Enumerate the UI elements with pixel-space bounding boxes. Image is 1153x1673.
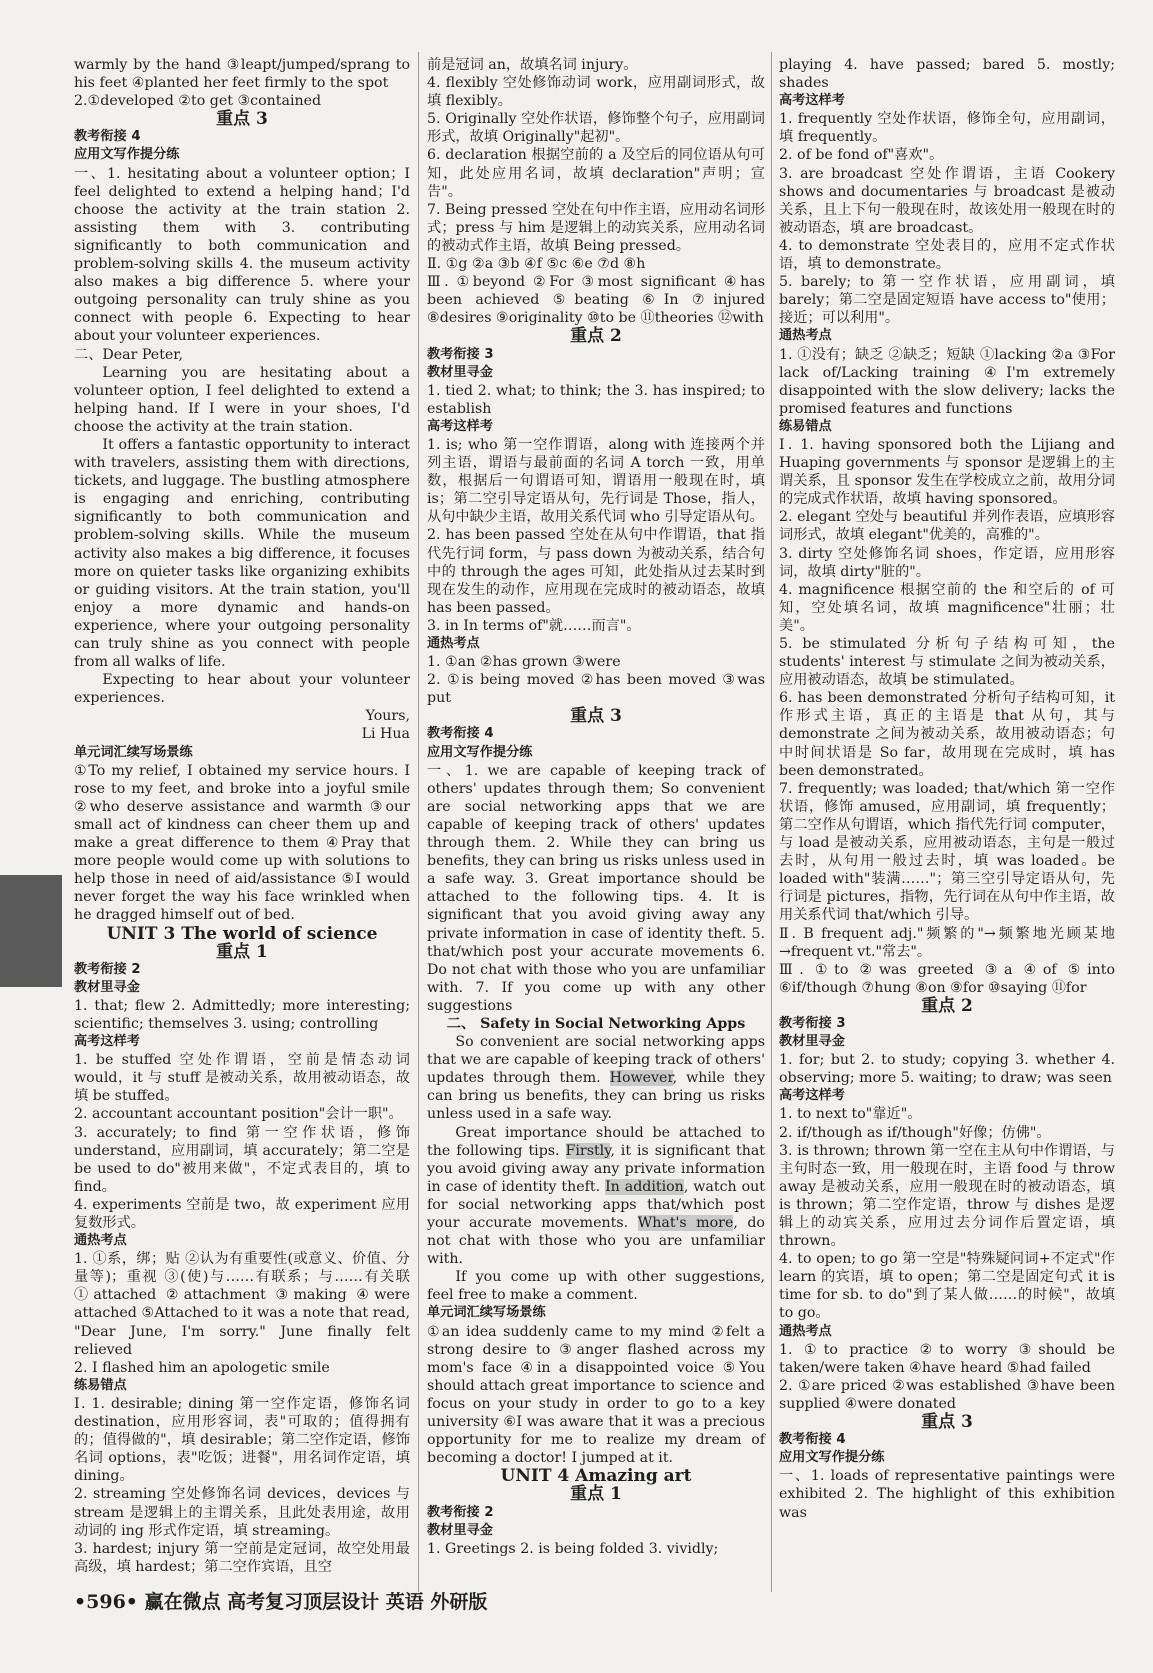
paragraph: 二、Dear Peter, [74,346,184,363]
paragraph: 高考这样考 [427,418,493,434]
paragraph: 2. elegant 空处与 beautiful 并列作表语，应填形容词形式，故填 elegant"优美的，高雅的"。 [779,509,1115,544]
paragraph: 1. ①没有；缺乏 ②缺乏；短缺 ①lacking ②a ③For lack of/Lacking training ④I'm extremely disappointed with the slow delivery; lacks the promised features and functions [779,346,1115,417]
paragraph: 应用文写作提分练 [427,744,533,760]
paragraph: 教材里寻金 [427,364,493,380]
paragraph: 高考这样考 [779,93,845,109]
paragraph: playing 4. have passed; bared 5. mostly; shades [779,57,1115,92]
paragraph: ①To my relief, I obtained my service hours. I rose to my feet, and broke into a joyful smile ②who deserve assistance and warmth ③our small act of kindness can cheer them up and make a great difference to them ④Pray that more people would come up with solutions to help those in need of aid/assistance ⑤I would never forget the way his face wrinkled when he dragged himself out of bed. [74,762,410,924]
paragraph: 2. I flashed him an apologetic smile [74,1359,330,1376]
paragraph: 2. accountant accountant position"会计一职"。 [74,1106,403,1123]
paragraph: Li Hua [361,726,410,743]
paragraph: 重点 3 [570,706,622,727]
paragraph: 二、 Safety in Social Networking Apps [446,1015,746,1032]
paragraph: 重点 2 [921,995,973,1016]
paragraph: 4. flexibly 空处修饰动词 work，应用副词形式，故填 flexibly。 [427,75,765,110]
paragraph: 2. streaming 空处修饰名词 devices，devices 与 stream 是逻辑上的主谓关系，且此处表用途，故用动词的 ing 形式作定语，填 streaming。 [74,1486,410,1539]
paragraph: 通热考点 [779,1323,832,1339]
paragraph: 3. accurately; to find 第一空作状语，修饰 understand，应用副词，填 accurately；第二空是 be used to do"被用来做"，不定式表目的，填 to find。 [74,1124,410,1195]
paragraph: 重点 3 [921,1412,973,1433]
paragraph: 5. be stimulated 分析句子结构可知，the students' interest 与 stimulate 之间为被动关系，应用被动语态，故填 be stimulated。 [779,636,1115,689]
paragraph: 练易错点 [779,418,832,434]
paragraph: 重点 3 [216,109,268,130]
column-divider-left [418,52,419,1592]
paragraph: 3. is thrown; thrown 第一空在主从句中作谓语，与主句时态一致，用一般现在时，主语 food 与 throw away 是被动关系，应用一般现在时的被动语态，填 is thrown；第二空作定语，throw 与 dishes 是逻辑上的动宾关系，应用过去分词作后置定语，填 thrown。 [779,1142,1115,1250]
paragraph: 1. is; who 第一空作谓语，along with 连接两个并列主语，谓语与最前面的名词 A torch 一致，用单数，根据后一句谓语可知，谓语用一般现在时，填 is；第二空引导定语从句，先行词是 Those，指人，从句中缺少主语，故用关系代词 who 引导定语从句。 [427,436,765,526]
paragraph: Ⅰ. 1. having sponsored both the Lijiang and Huaping governments 与 sponsor 是逻辑上的主谓关系，且 sponsor 发生在学校成立之前，故用分词的完成式作状语，故填 having sponsored。 [779,436,1115,508]
paragraph: It offers a fantastic opportunity to interact with travelers, assisting them with directions, tickets, and luggage. The bustling atmosphere is engaging and enriching, contributing significantly to both communication and problem-solving skills. While the museum activity also makes a big difference, it focuses more on quieter tasks like organizing exhibits or guiding visitors. At the train station, you'll enjoy a more dynamic and hands-on experience, where your outgoing personality can truly shine as you connect with people from all walks of life. [74,436,410,671]
paragraph: Ⅲ. ①to ②was greeted ③a ④of ⑤into ⑥if/though ⑦hung ⑧on ⑨for ⑩saying ⑪for [779,961,1115,996]
paragraph: 单元词汇续写场景练 [74,744,193,760]
paragraph: 1. tied 2. what; to think; the 3. has inspired; to establish [427,382,765,417]
paragraph: 教考衔接 2 [74,961,141,977]
paragraph: 3. in In terms of"就……而言"。 [427,617,641,634]
paragraph: 1. for; but 2. to study; copying 3. whether 4. observing; more 5. waiting; to draw; was seen [779,1052,1115,1087]
paragraph: 高考这样考 [74,1034,140,1050]
paragraph: 3. hardest; injury 第一空前是定冠词，故空处用最高级，填 hardest；第二空作宾语，且空 [74,1540,410,1575]
paragraph: 一、1. we are capable of keeping track of others' updates through them; So convenient are social networking apps that we are capable of keeping track of others' updates through them. 2. While they can bring us benefits, they can bring us risks unless used in a safe way. 3. Great importance should be attached to the following tips. 4. It is significant that you avoid giving away any private information in case of identity theft. 5. that/which post your accurate movements 6. Do not chat with those who you are unfamiliar with. 7. If you come up with any other suggestions [427,762,765,1014]
paragraph: 一、1. hesitating about a volunteer option；I feel delighted to extend a helping hand；I'd choose the activity at the train station 2. assisting them with 3. contributing significantly to both communication and problem-solving skills 4. the museum activity also makes a big difference 5. where your outgoing personality can truly shine as you connect with people 6. Expecting to hear about your volunteer experiences. [74,165,410,345]
paragraph: 4. to demonstrate 空处表目的，应用不定式作状语，填 to demonstrate。 [779,237,1115,273]
page-edge-tab [0,875,62,987]
paragraph: 7. frequently; was loaded; that/which 第一空作状语，修饰 amused，应用副词，填 frequently；第二空作从句谓语，which 指代先行词 computer，与 load 是被动关系，应用被动语态，主句是一般过去时，从句用一般过去时，填 was loaded。be loaded with"装满……"；第三空引导定语从句，先行词是 pictures，指物，先行词在从句中作主语，故用关系代词 that/which 引导。 [779,780,1115,924]
paragraph: 教考衔接 3 [427,346,494,362]
paragraph: 6. has been demonstrated 分析句子结构可知，it 作形式主语，真正的主语是 that 从句，其与 demonstrate 之间为被动关系，故用被动语态；句中时间状语是 So far，故用现在完成时，填 has been demonstrated。 [779,690,1115,779]
paragraph: Ⅲ. ①beyond ②For ③most significant ④has been achieved ⑤beating ⑥In ⑦injured ⑧desires ⑨originality ⑩to be ⑪theories ⑫with [427,274,765,327]
paragraph: 教材里寻金 [74,979,140,995]
paragraph: 1. Greetings 2. is being folded 3. vividly; [427,1540,719,1557]
column-divider-right [771,52,772,1592]
column-right [779,56,1115,1522]
paragraph: 通热考点 [427,636,480,651]
paragraph: 通热考点 [779,328,832,344]
paragraph: UNIT 3 The world of science [106,923,378,944]
paragraph: Ⅱ. ①g ②a ③b ④f ⑤c ⑥e ⑦d ⑧h [427,256,646,273]
column-left [74,56,410,1576]
paragraph: 1. ①to practice ②to worry ③should be taken/were taken ④have heard ⑤had failed [779,1341,1115,1376]
paragraph: ①an idea suddenly came to my mind ②felt a strong desire to ③anger flashed across my mom's face ④in a disappointed voice ⑤You should attach great importance to science and focus on your study in order to go to a key university ⑥I was aware that it was a precious opportunity for me to realize my dream of becoming a doctor! I jumped at it. [427,1323,765,1467]
paragraph: Great importance should be attached to the following tips. Firstly, it is significant that you avoid giving away any private information in case of identity theft. In addition, watch out for social networking apps that/which post your accurate movements. What's more, do not chat with those who you are unfamiliar with. [427,1124,766,1268]
paragraph: 前是冠词 an，故填名词 injury。 [427,57,638,73]
paragraph: 重点 2 [570,326,622,347]
paragraph: 2. if/though as if/though"好像；仿佛"。 [779,1124,1051,1141]
paragraph: 重点 1 [570,1484,622,1505]
paragraph: 1. that; flew 2. Admittedly; more interesting; scientific; themselves 3. using; controlling [74,997,410,1032]
paragraph: 2. ①are priced ②was established ③have been supplied ④were donated [779,1377,1115,1412]
page-footer: •596• 赢在微点 高考复习顶层设计 英语 外研版 [74,1591,488,1613]
paragraph: 重点 1 [216,941,268,962]
paragraph: So convenient are social networking apps that we are capable of keeping track of others' updates through them. However, while they can bring us benefits, they can bring us risks unless used in a safe way. [427,1034,765,1123]
paragraph: 1. to next to"靠近"。 [779,1106,922,1123]
paragraph: Yours, [365,708,410,725]
paragraph: 2. has been passed 空处在从句中作谓语，that 指代先行词 form，与 pass down 为被动关系，结合句中的 through the ages 可知，此处指从过去某时到现在发生的动作，应用现在完成时的被动语态，故填 has been passed。 [427,527,765,616]
paragraph: UNIT 4 Amazing art [500,1466,692,1487]
paragraph: 教考衔接 2 [427,1504,494,1520]
paragraph: 4. experiments 空前是 two，故 experiment 应用复数形式。 [74,1196,410,1231]
paragraph: 2.①developed ②to get ③contained [74,93,322,110]
paragraph: 2. ①is being moved ②has been moved ③was put [427,672,765,707]
paragraph: 高考这样考 [779,1088,845,1104]
paragraph: 7. Being pressed 空处在句中作主语，应用动名词形式；press 与 him 是逻辑上的动宾关系，应用动名词的被动式作主语，故填 Being pressed。 [427,201,765,254]
paragraph: 1. frequently 空处作状语，修饰全句，应用副词，填 frequently。 [779,111,1115,146]
paragraph: 单元词汇续写场景练 [427,1305,546,1321]
paragraph: Learning you are hesitating about a volunteer option, I feel delighted to extend a helping hand. If I were in your shoes, I'd choose the activity at the train station. [74,364,410,435]
paragraph: Ⅱ. B frequent adj."频繁的"→频繁地光顾某地→frequent vt."常去"。 [779,925,1115,960]
paragraph: 5. barely; to 第一空作状语，应用副词，填 barely；第二空是固定短语 have access to"使用；接近；可以利用"。 [779,274,1115,327]
paragraph: 教考衔接 4 [74,129,141,145]
paragraph: 应用文写作提分练 [74,147,180,163]
paragraph: 练易错点 [74,1377,127,1393]
paragraph: 一、1. loads of representative paintings were exhibited 2. The highlight of this exhibition was [779,1468,1115,1521]
paragraph: 通热考点 [74,1233,127,1249]
paragraph: 4. magnificence 根据空前的 the 和空后的 of 可知，空处填名词，故填 magnificence"壮丽；壮美"。 [779,581,1115,634]
paragraph: 1. ①an ②has grown ③were [427,654,621,671]
paragraph: 教材里寻金 [779,1034,845,1050]
paragraph: 1. be stuffed 空处作谓语，空前是情态动词 would，it 与 stuff 是被动关系，故用被动语态，故填 be stuffed。 [74,1052,410,1105]
paragraph: 4. to open; to go 第一空是"特殊疑问词+不定式"作 learn 的宾语，填 to open；第二空是固定句式 it is time for sb. to do"到了某人做……的时候"，故填 to go。 [779,1251,1115,1322]
column-middle [427,56,765,1558]
paragraph: 应用文写作提分练 [779,1450,885,1466]
paragraph: Expecting to hear about your volunteer experiences. [74,672,410,707]
paragraph: 2. of be fond of"喜欢"。 [779,147,944,164]
paragraph: 教考衔接 3 [779,1015,846,1031]
paragraph: warmly by the hand ③leapt/jumped/sprang to his feet ④planted her feet firmly to the spot [74,57,410,92]
paragraph: 教考衔接 4 [427,726,494,742]
paragraph: 6. declaration 根据空前的 a 及空后的同位语从句可知，此处应用名词，故填 declaration"声明；宣告"。 [427,147,765,200]
paragraph: 教材里寻金 [427,1522,493,1538]
paragraph: Ⅰ. 1. desirable; dining 第一空作定语，修饰名词 destination，应用形容词，表"可取的；值得拥有的；值得做的"，填 desirable；第二空作定语，修饰名词 options，表"吃饭；进餐"，用名词作定语，填 dining。 [74,1395,410,1485]
paragraph: 1. ①系，绑；贴 ②认为有重要性(或意义、价值、分量等)；重视 ③(使)与……有联系；与……有关联 ①attached ②attachment ③making ④were attached ⑤Attached to it was a note that read, "Dear June, I'm sorry." June finally felt relieved [74,1251,410,1358]
paragraph: 教考衔接 4 [779,1432,846,1448]
paragraph: 3. are broadcast 空处作谓语，主语 Cookery shows and documentaries 与 broadcast 是被动关系，且上下句一般现在时，故该处用一般现在时的被动语态，填 are broadcast。 [779,165,1115,236]
paragraph: 5. Originally 空处作状语，修饰整个句子，应用副词形式，故填 Originally"起初"。 [427,111,765,146]
paragraph: 3. dirty 空处修饰名词 shoes，作定语，应用形容词，故填 dirty"脏的"。 [779,545,1115,580]
paragraph: If you come up with other suggestions, feel free to make a comment. [427,1269,765,1304]
